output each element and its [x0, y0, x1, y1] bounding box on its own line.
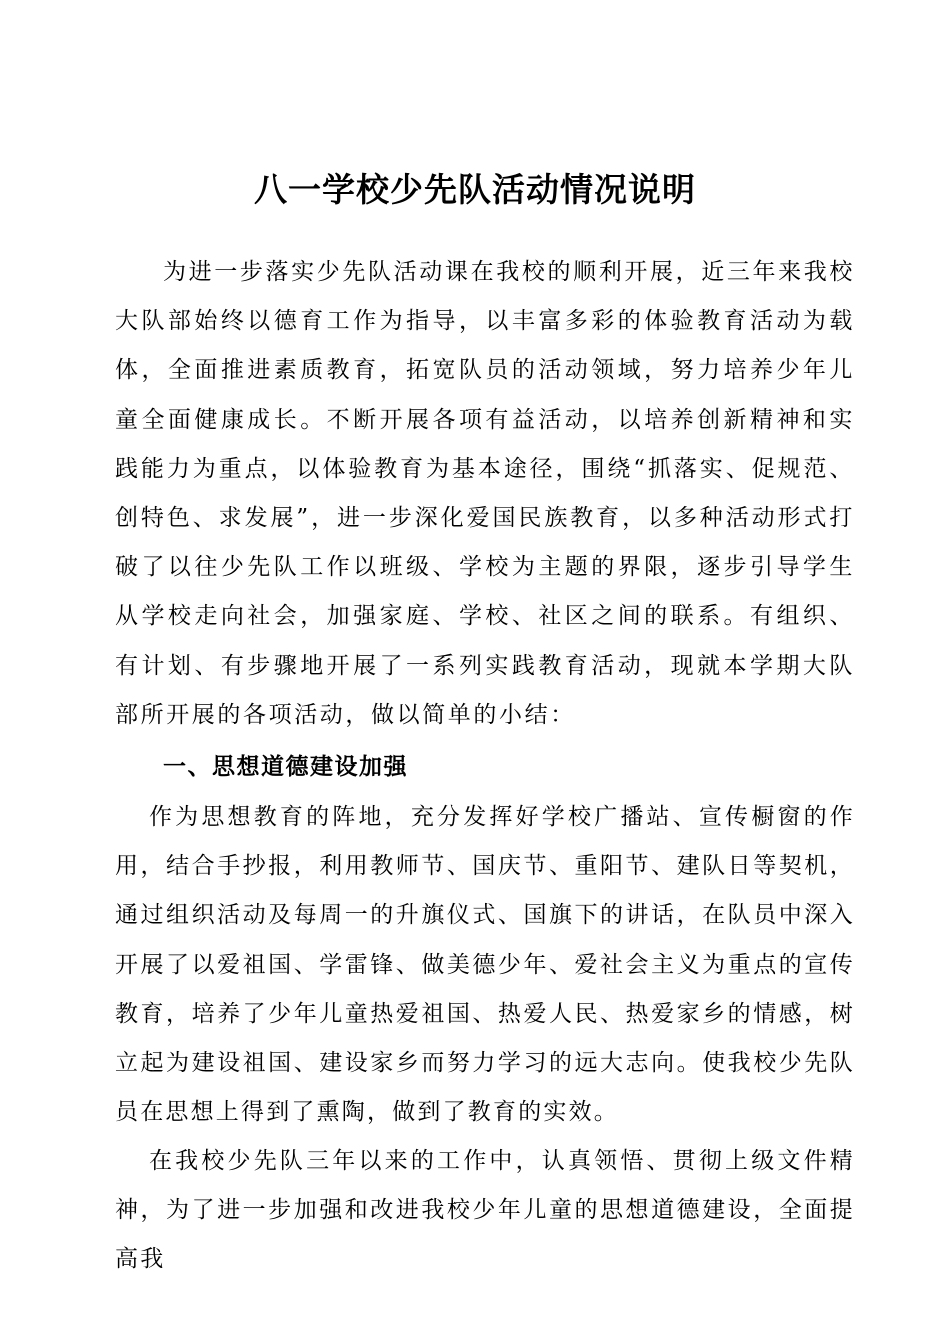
section-paragraph-2: 在我校少先队三年以来的工作中，认真领悟、贯彻上级文件精神，为了进一步加强和改进我校少年儿童的思想道德建设，全面提高我	[115, 1148, 855, 1273]
section-heading: 一、思想道德建设加强	[163, 754, 408, 780]
section-paragraph-1: 作为思想教育的阵地，充分发挥好学校广播站、宣传橱窗的作用，结合手抄报，利用教师节、国庆节、重阳节、建队日等契机，通过组织活动及每周一的升旗仪式、国旗下的讲话，在队员中深入开展了以爱祖国、学雷锋、做美德少年、爱社会主义为重点的宣传教育，培养了少年儿童热爱祖国、热爱人民、热爱家乡的情感，树立起为建设祖国、建设家乡而努力学习的远大志向。使我校少先队员在思想上得到了熏陶，做到了教育的实效。	[115, 804, 855, 1126]
intro-paragraph: 为进一步落实少先队活动课在我校的顺利开展，近三年来我校大队部始终以德育工作为指导，以丰富多彩的体验教育活动为载体，全面推进素质教育，拓宽队员的活动领域，努力培养少年儿童全面健康成长。不断开展各项有益活动，以培养创新精神和实践能力为重点，以体验教育为基本途径，围绕“抓落实、促规范、创特色、求发展”，进一步深化爱国民族教育，以多种活动形式打破了以往少先队工作以班级、学校为主题的界限，逐步引导学生从学校走向社会，加强家庭、学校、社区之间的联系。有组织、有计划、有步骤地开展了一系列实践教育活动，现就本学期大队部所开展的各项活动，做以简单的小结：	[115, 259, 855, 728]
document-title: 八一学校少先队活动情况说明	[254, 170, 696, 209]
